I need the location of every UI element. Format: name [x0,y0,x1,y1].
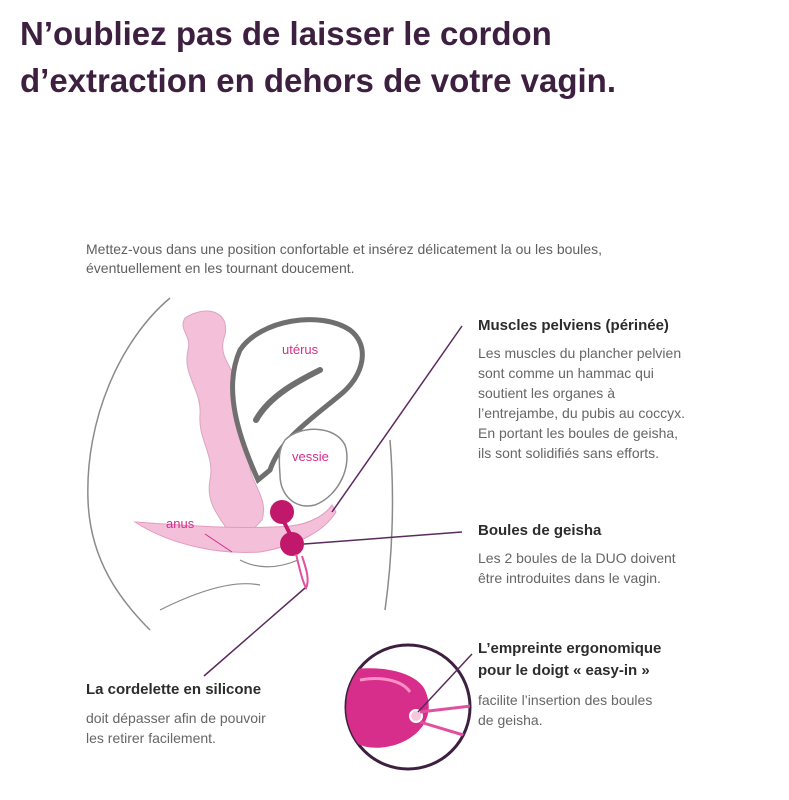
muscles-line: En portant les boules de geisha, [478,425,679,441]
vaginal-canal [240,560,298,567]
balls-callout-line [304,532,462,544]
geisha-ball-lower [280,532,304,556]
body-outline-front [385,440,392,610]
imprint-description [478,690,652,730]
body-outline-back [88,298,170,630]
imprint-zoom-circle [345,645,480,769]
bladder-label: vessie [292,449,329,464]
muscles-line: ils sont solidifiés sans efforts. [478,445,660,461]
imprint-title [478,638,661,682]
intro-line-2: éventuellement en les tournant doucement. [86,260,355,276]
balls-line: être introduites dans le vagin. [478,570,661,586]
cord-line: les retirer facilement. [86,730,216,746]
imprint-title-line: pour le doigt « easy-in » [478,662,650,679]
cord-title: La cordelette en silicone [86,681,262,698]
muscles-title: Muscles pelviens (périnée) [478,317,669,334]
anus-label: anus [166,516,195,531]
headline-line-1: N’oubliez pas de laisser le cordon [20,15,552,52]
muscles-line: Les muscles du plancher pelvien [478,345,682,361]
cord-line: doit dépasser afin de pouvoir [86,710,266,726]
body-outline-perineum [160,584,260,610]
bladder-shape [279,429,347,506]
muscles-line: sont comme un hammac qui [478,365,654,381]
extraction-cord [296,554,308,588]
imprint-line: facilite l’insertion des boules [478,692,653,708]
uterus-label: utérus [282,342,319,357]
cord-callout-line [204,588,305,676]
imprint-title-line: L’empreinte ergonomique [478,640,662,657]
geisha-ball-upper [270,500,294,524]
cord-description [86,708,266,748]
balls-description [478,548,676,588]
imprint-line: de geisha. [478,712,543,728]
muscles-line: soutient les organes à [478,385,615,401]
muscles-description [478,343,685,463]
muscles-line: l’entrejambe, du pubis au coccyx. [478,405,685,421]
balls-line: Les 2 boules de la DUO doivent [478,550,676,566]
balls-title: Boules de geisha [478,522,602,539]
intro-line-1: Mettez-vous dans une position confortable et insérez délicatement la ou les boules, [86,241,602,257]
headline-line-2: d’extraction en dehors de votre vagin. [20,62,616,99]
